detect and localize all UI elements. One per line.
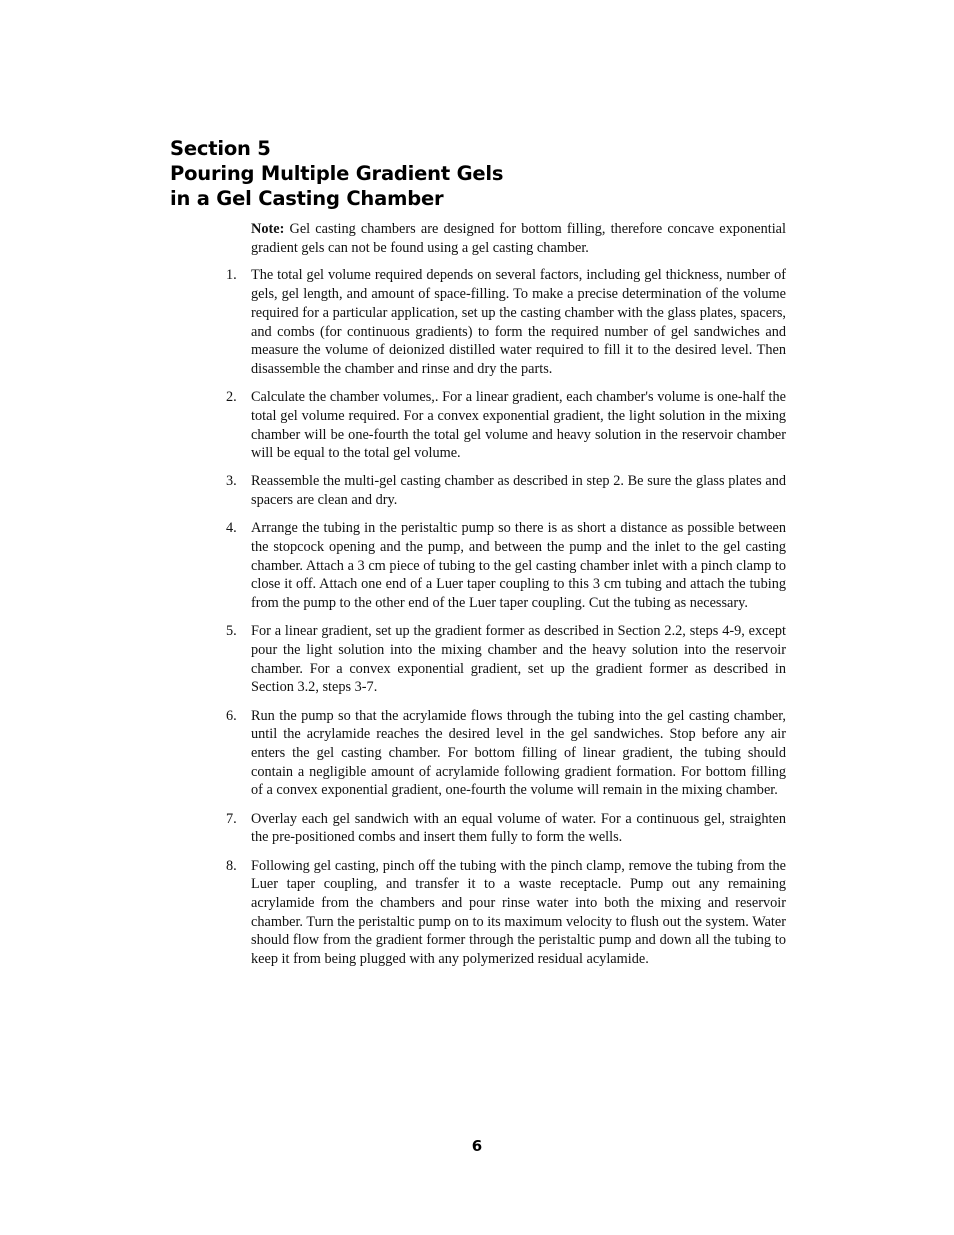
step-text: Run the pump so that the acrylamide flows through the tubing into the gel casting chamber, until the acrylamide reaches the desired level in the gel sandwiches. Stop before any air enters the gel casting chamber. For bottom filling of linear gradient, the tubing should contain a negligible amount of acrylamide following gradient formation. For bottom filling of a convex exponential gradient, one-fourth the volume will remain in the mixing chamber.	[251, 707, 786, 799]
step-item	[226, 857, 786, 969]
section-title-line-2: in a Gel Casting Chamber	[170, 187, 444, 210]
step-number: 6.	[226, 707, 237, 724]
step-text: Calculate the chamber volumes,. For a linear gradient, each chamber's volume is one-half the total gel volume required. For a convex exponential gradient, the light solution in the mixing chamber will be one-fourth the total gel volume and heavy solution in the reservoir chamber will be equal to the total gel volume.	[251, 389, 786, 462]
step-text: Following gel casting, pinch off the tubing with the pinch clamp, remove the tubing from the Luer taper coupling, and transfer it to a waste receptacle. Pump out any remaining acrylamide from the chambers and pour rinse water into both the mixing and reservoir chamber. Turn the peristaltic pump on to its maximum velocity to flush out the system. Water should flow from the gradient former through the peristaltic pump and down all the tubing to keep it from being plugged with any polymerized residual acylamide.	[251, 857, 786, 968]
step-item	[226, 810, 786, 847]
step-text: Arrange the tubing in the peristaltic pump so there is as short a distance as possible between the stopcock opening and the pump, and between the pump and the inlet to the gel casting chamber. Attach a 3 cm piece of tubing to the gel casting chamber inlet with a pinch clamp to close it off. Attach one end of a Luer taper coupling to this 3 cm tubing and attach the tubing from the pump to the other end of the Luer taper coupling. Cut the tubing as necessary.	[251, 520, 786, 612]
section-body	[226, 220, 786, 978]
note-label: Note:	[251, 221, 285, 237]
step-item	[226, 707, 786, 801]
step-text: Overlay each gel sandwich with an equal volume of water. For a continuous gel, straighten the pre-positioned combs and insert them fully to form the wells.	[251, 810, 786, 846]
steps-list	[226, 266, 786, 968]
step-item	[226, 472, 786, 509]
step-number: 8.	[226, 857, 237, 874]
step-number: 7.	[226, 810, 237, 827]
section-number: Section 5	[170, 137, 271, 160]
step-item	[226, 622, 786, 697]
note-text: Gel casting chambers are designed for bottom filling, therefore concave exponential gradient gels can not be found using a gel casting chamber.	[251, 221, 786, 256]
step-text: For a linear gradient, set up the gradient former as described in Section 2.2, steps 4-9, except pour the light solution into the mixing chamber and the heavy solution into the reservoir chamber. For a convex exponential gradient, set up the gradient former as described in Section 3.2, steps 3-7.	[251, 623, 786, 696]
page-number: 6	[471, 1137, 483, 1155]
section-title-line-1: Pouring Multiple Gradient Gels	[170, 162, 504, 185]
step-number: 3.	[226, 473, 237, 490]
step-text: The total gel volume required depends on several factors, including gel thickness, number of gels, gel length, and amount of space-filling. To make a precise determination of the volume required for a particular application, set up the casting chamber with the glass plates, spacers, and combs (for continuous gradients) to form the required number of gel sandwiches and measure the volume of deionized distilled water required to fill it to the desired level. Then disassemble the chamber and rinse and dry the parts.	[251, 267, 786, 377]
step-item	[226, 388, 786, 463]
step-number: 1.	[226, 267, 237, 284]
section-heading	[170, 136, 503, 211]
step-number: 4.	[226, 520, 237, 537]
step-item	[226, 519, 786, 613]
step-item	[226, 266, 786, 378]
step-number: 5.	[226, 623, 237, 640]
step-number: 2.	[226, 389, 237, 406]
note-paragraph	[251, 220, 786, 257]
step-text: Reassemble the multi-gel casting chamber as described in step 2. Be sure the glass plates and spacers are clean and dry.	[251, 473, 786, 509]
